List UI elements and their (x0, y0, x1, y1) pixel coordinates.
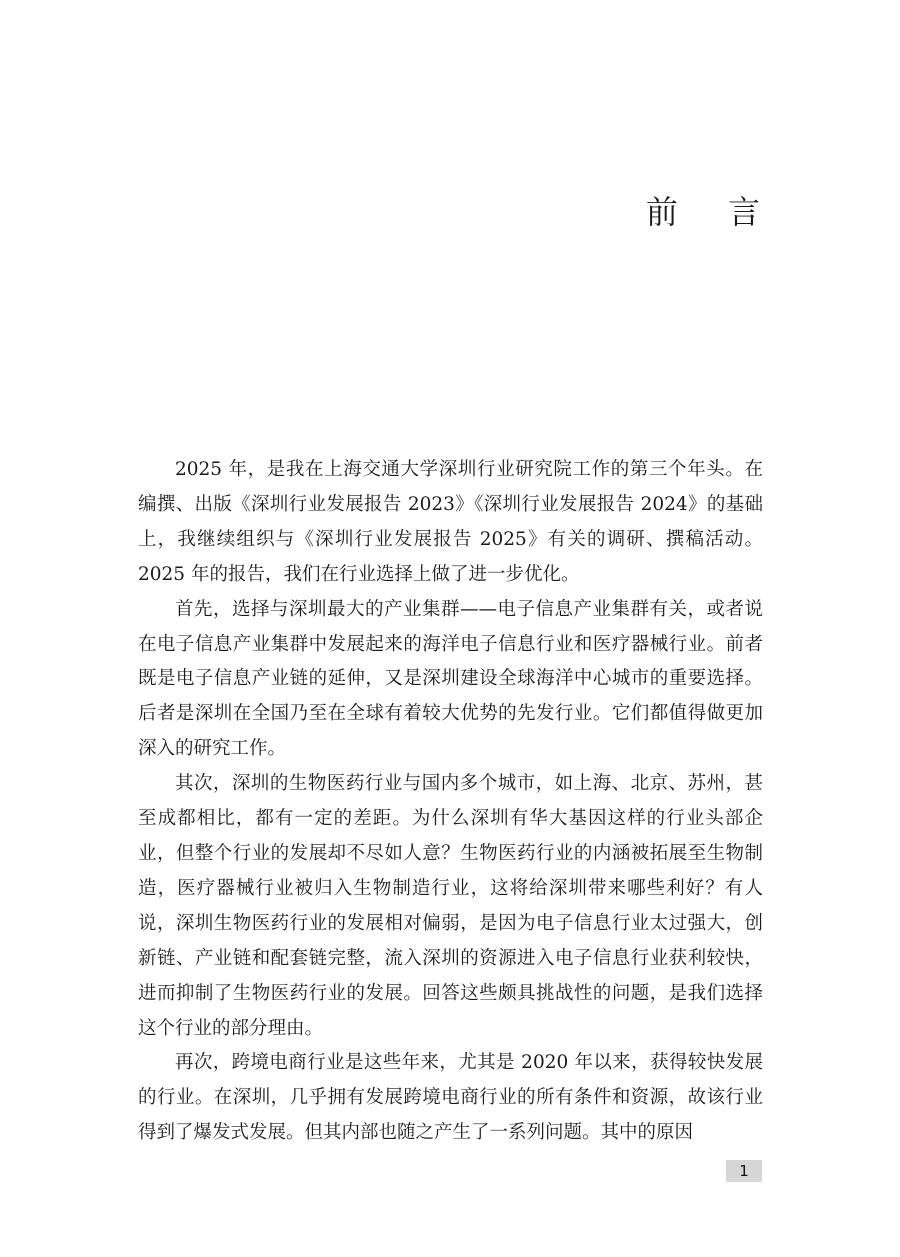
body-text (138, 453, 763, 1151)
paragraph: 再次，跨境电商行业是这些年来，尤其是 2020 年以来，获得较快发展的行业。在深圳，几乎拥有发展跨境电商行业的所有条件和资源，故该行业得到了爆发式发展。但其内部也随之产生了一系列问题。其中的原因 (138, 1052, 763, 1144)
paragraph: 其次，深圳的生物医药行业与国内多个城市，如上海、北京、苏州，甚至成都相比，都有一定的差距。为什么深圳有华大基因这样的行业头部企业，但整个行业的发展却不尽如人意？生物医药行业的内涵被拓展至生物制造，医疗器械行业被归入生物制造行业，这将给深圳带来哪些利好？有人说，深圳生物医药行业的发展相对偏弱，是因为电子信息行业太过强大，创新链、产业链和配套链完整，流入深圳的资源进入电子信息行业获利较快，进而抑制了生物医药行业的发展。回答这些颇具挑战性的问题，是我们选择这个行业的部分理由。 (138, 773, 763, 1039)
page-number: 1 (726, 1160, 762, 1182)
page-title: 前 言 (645, 193, 780, 231)
paragraph: 首先，选择与深圳最大的产业集群——电子信息产业集群有关，或者说在电子信息产业集群中发展起来的海洋电子信息行业和医疗器械行业。前者既是电子信息产业链的延伸，又是深圳建设全球海洋中心城市的重要选择。后者是深圳在全国乃至在全球有着较大优势的先发行业。它们都值得做更加深入的研究工作。 (138, 598, 763, 760)
paragraph: 2025 年，是我在上海交通大学深圳行业研究院工作的第三个年头。在编撰、出版《深圳行业发展报告 2023》《深圳行业发展报告 2024》的基础上，我继续组织与《深圳行业发展报告 2025》有关的调研、撰稿活动。2025 年的报告，我们在行业选择上做了进一步优化。 (138, 459, 763, 585)
